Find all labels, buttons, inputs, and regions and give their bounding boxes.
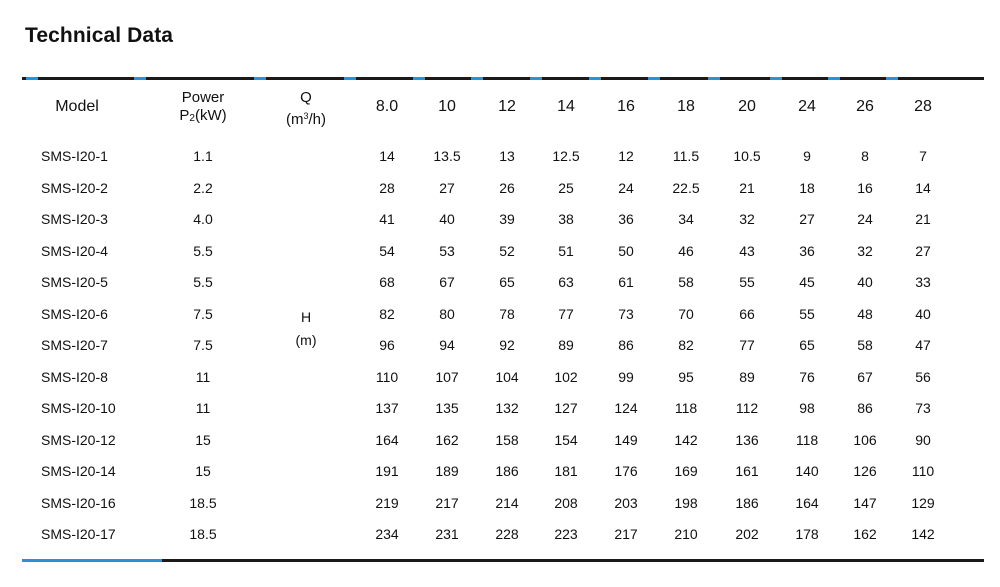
head-value-cell: 80 [439, 306, 455, 322]
model-cell: SMS-I20-1 [41, 148, 108, 164]
head-value-cell: 36 [618, 211, 634, 227]
header-flow-value: 26 [856, 98, 874, 115]
rule-accent-tick [530, 77, 542, 80]
head-value-cell: 142 [674, 432, 698, 448]
head-value-cell: 86 [618, 337, 634, 353]
head-value-cell: 176 [614, 463, 638, 479]
head-value-cell: 89 [739, 369, 755, 385]
head-value-cell: 12 [618, 148, 634, 164]
head-value-cell: 127 [554, 400, 578, 416]
head-value-cell: 149 [614, 432, 638, 448]
power-cell: 5.5 [193, 243, 213, 259]
rule-accent-tick [254, 77, 266, 80]
head-value-cell: 219 [375, 495, 399, 511]
head-value-cell: 12.5 [552, 148, 580, 164]
header-flow-value: 14 [557, 98, 575, 115]
head-value-cell: 33 [915, 274, 931, 290]
head-value-cell: 135 [435, 400, 459, 416]
head-value-cell: 52 [499, 243, 515, 259]
head-value-cell: 203 [614, 495, 638, 511]
rule-accent-tick [708, 77, 720, 80]
head-value-cell: 73 [618, 306, 634, 322]
head-value-cell: 40 [857, 274, 873, 290]
head-value-cell: 124 [614, 400, 638, 416]
power-cell: 4.0 [193, 211, 213, 227]
model-cell: SMS-I20-14 [41, 463, 116, 479]
head-value-cell: 24 [857, 211, 873, 227]
header-power-label: Power [181, 89, 225, 106]
head-value-cell: 158 [495, 432, 519, 448]
rule-accent-tick [413, 77, 425, 80]
head-value-cell: 16 [857, 180, 873, 196]
head-value-cell: 217 [435, 495, 459, 511]
head-value-cell: 92 [499, 337, 515, 353]
head-value-cell: 26 [499, 180, 515, 196]
head-value-cell: 78 [499, 306, 515, 322]
head-value-cell: 132 [495, 400, 519, 416]
head-value-cell: 45 [799, 274, 815, 290]
flow-unit-post: /h) [308, 111, 327, 128]
head-value-cell: 90 [915, 432, 931, 448]
head-value-cell: 8 [861, 148, 869, 164]
head-label: H [300, 309, 312, 325]
head-value-cell: 47 [915, 337, 931, 353]
power-cell: 7.5 [193, 337, 213, 353]
head-value-cell: 46 [678, 243, 694, 259]
head-value-cell: 27 [915, 243, 931, 259]
head-value-cell: 86 [857, 400, 873, 416]
header-flow-label: Q [300, 89, 312, 106]
model-cell: SMS-I20-5 [41, 274, 108, 290]
head-value-cell: 89 [558, 337, 574, 353]
head-value-cell: 96 [379, 337, 395, 353]
power-cell: 15 [195, 432, 211, 448]
header-power [179, 89, 226, 128]
power-unit-text: (kW) [194, 107, 227, 124]
head-value-cell: 126 [853, 463, 877, 479]
head-value-cell: 24 [618, 180, 634, 196]
head-value-cell: 95 [678, 369, 694, 385]
head-value-cell: 210 [674, 526, 698, 542]
table-top-rule [22, 77, 984, 80]
rule-accent-tick [770, 77, 782, 80]
head-value-cell: 181 [554, 463, 578, 479]
head-value-cell: 13.5 [433, 148, 461, 164]
head-value-cell: 77 [558, 306, 574, 322]
rule-accent-tick [648, 77, 660, 80]
head-value-cell: 65 [799, 337, 815, 353]
rule-accent-tick [344, 77, 356, 80]
power-cell: 11 [195, 400, 211, 416]
head-value-cell: 162 [853, 526, 877, 542]
head-value-cell: 178 [795, 526, 819, 542]
page-title: Technical Data [25, 24, 174, 47]
head-value-cell: 32 [739, 211, 755, 227]
head-value-cell: 21 [739, 180, 755, 196]
header-flow-value: 12 [498, 98, 516, 115]
head-value-cell: 191 [375, 463, 399, 479]
head-value-cell: 202 [735, 526, 759, 542]
head-value-cell: 99 [618, 369, 634, 385]
head-value-cell: 66 [739, 306, 755, 322]
model-cell: SMS-I20-16 [41, 495, 116, 511]
head-value-cell: 106 [853, 432, 877, 448]
header-model: Model [55, 98, 99, 115]
head-value-cell: 234 [375, 526, 399, 542]
head-value-cell: 53 [439, 243, 455, 259]
head-value-cell: 77 [739, 337, 755, 353]
flow-unit-sup: 3 [303, 111, 309, 121]
header-power-unit [179, 107, 226, 128]
head-value-cell: 129 [911, 495, 935, 511]
head-value-cell: 107 [435, 369, 459, 385]
head-value-cell: 54 [379, 243, 395, 259]
power-cell: 7.5 [193, 306, 213, 322]
head-value-cell: 58 [857, 337, 873, 353]
model-cell: SMS-I20-3 [41, 211, 108, 227]
power-subscript: 2 [189, 113, 195, 124]
model-cell: SMS-I20-12 [41, 432, 116, 448]
header-flow [286, 89, 326, 129]
head-value-cell: 136 [735, 432, 759, 448]
head-value-cell: 13 [499, 148, 515, 164]
head-value-cell: 223 [554, 526, 578, 542]
head-value-cell: 39 [499, 211, 515, 227]
head-value-cell: 11.5 [672, 148, 700, 164]
head-value-cell: 228 [495, 526, 519, 542]
model-cell: SMS-I20-10 [41, 400, 116, 416]
head-value-cell: 14 [379, 148, 395, 164]
head-value-cell: 102 [554, 369, 578, 385]
head-value-cell: 14 [915, 180, 931, 196]
head-value-cell: 73 [915, 400, 931, 416]
head-value-cell: 164 [375, 432, 399, 448]
head-value-cell: 186 [735, 495, 759, 511]
head-value-cell: 32 [857, 243, 873, 259]
rule-accent-tick [471, 77, 483, 80]
head-value-cell: 142 [911, 526, 935, 542]
model-cell: SMS-I20-7 [41, 337, 108, 353]
head-value-cell: 198 [674, 495, 698, 511]
head-value-cell: 51 [558, 243, 574, 259]
head-value-cell: 118 [795, 432, 819, 448]
head-value-cell: 217 [614, 526, 638, 542]
power-cell: 15 [195, 463, 211, 479]
head-value-cell: 40 [439, 211, 455, 227]
head-value-cell: 58 [678, 274, 694, 290]
head-value-cell: 61 [618, 274, 634, 290]
head-value-cell: 18 [799, 180, 815, 196]
power-cell: 2.2 [193, 180, 213, 196]
head-value-cell: 162 [435, 432, 459, 448]
head-value-cell: 21 [915, 211, 931, 227]
power-cell: 1.1 [193, 148, 213, 164]
model-cell: SMS-I20-2 [41, 180, 108, 196]
head-value-cell: 169 [674, 463, 698, 479]
head-value-cell: 161 [735, 463, 759, 479]
head-value-cell: 28 [379, 180, 395, 196]
model-cell: SMS-I20-4 [41, 243, 108, 259]
header-flow-value: 24 [798, 98, 816, 115]
head-value-cell: 36 [799, 243, 815, 259]
header-flow-value: 16 [617, 98, 635, 115]
head-value-cell: 9 [803, 148, 811, 164]
head-value-cell: 50 [618, 243, 634, 259]
rule-accent-tick [26, 77, 38, 80]
model-cell: SMS-I20-6 [41, 306, 108, 322]
head-value-cell: 43 [739, 243, 755, 259]
rule-accent-tick [886, 77, 898, 80]
head-value-cell: 82 [678, 337, 694, 353]
head-value-cell: 94 [439, 337, 455, 353]
head-value-cell: 214 [495, 495, 519, 511]
table-bottom-rule [22, 559, 984, 562]
head-value-cell: 25 [558, 180, 574, 196]
head-value-cell: 147 [853, 495, 877, 511]
power-cell: 18.5 [189, 526, 217, 542]
head-value-cell: 27 [799, 211, 815, 227]
head-value-cell: 164 [795, 495, 819, 511]
head-value-cell: 40 [915, 306, 931, 322]
head-value-cell: 38 [558, 211, 574, 227]
head-value-cell: 27 [439, 180, 455, 196]
head-value-cell: 231 [435, 526, 459, 542]
head-value-cell: 67 [857, 369, 873, 385]
head-value-cell: 110 [911, 463, 935, 479]
head-value-cell: 63 [558, 274, 574, 290]
rule-accent-tick [828, 77, 840, 80]
head-value-cell: 154 [554, 432, 578, 448]
head-value-cell: 82 [379, 306, 395, 322]
power-cell: 18.5 [189, 495, 217, 511]
head-value-cell: 41 [379, 211, 395, 227]
rule-accent-tick [134, 77, 146, 80]
head-value-cell: 186 [495, 463, 519, 479]
head-value-cell: 76 [799, 369, 815, 385]
header-flow-value: 8.0 [375, 98, 399, 115]
power-cell: 5.5 [193, 274, 213, 290]
head-value-cell: 10.5 [733, 148, 761, 164]
head-value-cell: 189 [435, 463, 459, 479]
head-value-cell: 137 [375, 400, 399, 416]
header-flow-value: 28 [914, 98, 932, 115]
head-value-cell: 65 [499, 274, 515, 290]
head-value-cell: 68 [379, 274, 395, 290]
model-cell: SMS-I20-8 [41, 369, 108, 385]
power-cell: 11 [195, 369, 211, 385]
head-value-cell: 48 [857, 306, 873, 322]
rule-accent-tick [589, 77, 601, 80]
model-cell: SMS-I20-17 [41, 526, 116, 542]
bottom-rule-accent [22, 559, 162, 562]
head-value-cell: 98 [799, 400, 815, 416]
header-flow-value: 20 [738, 98, 756, 115]
head-value-cell: 70 [678, 306, 694, 322]
head-value-cell: 140 [795, 463, 819, 479]
head-value-cell: 34 [678, 211, 694, 227]
head-value-cell: 22.5 [672, 180, 700, 196]
head-value-cell: 55 [739, 274, 755, 290]
head-value-cell: 56 [915, 369, 931, 385]
head-value-cell: 7 [919, 148, 927, 164]
head-value-cell: 67 [439, 274, 455, 290]
header-flow-value: 18 [677, 98, 695, 115]
power-symbol: P [179, 107, 190, 124]
head-value-cell: 118 [674, 400, 698, 416]
flow-unit-pre: (m [285, 111, 304, 128]
header-flow-value: 10 [438, 98, 456, 115]
head-value-cell: 208 [554, 495, 578, 511]
head-unit: (m) [295, 332, 317, 348]
head-value-cell: 110 [375, 369, 399, 385]
header-flow-unit [286, 107, 326, 129]
head-value-cell: 55 [799, 306, 815, 322]
head-value-cell: 104 [495, 369, 519, 385]
head-value-cell: 112 [735, 400, 759, 416]
